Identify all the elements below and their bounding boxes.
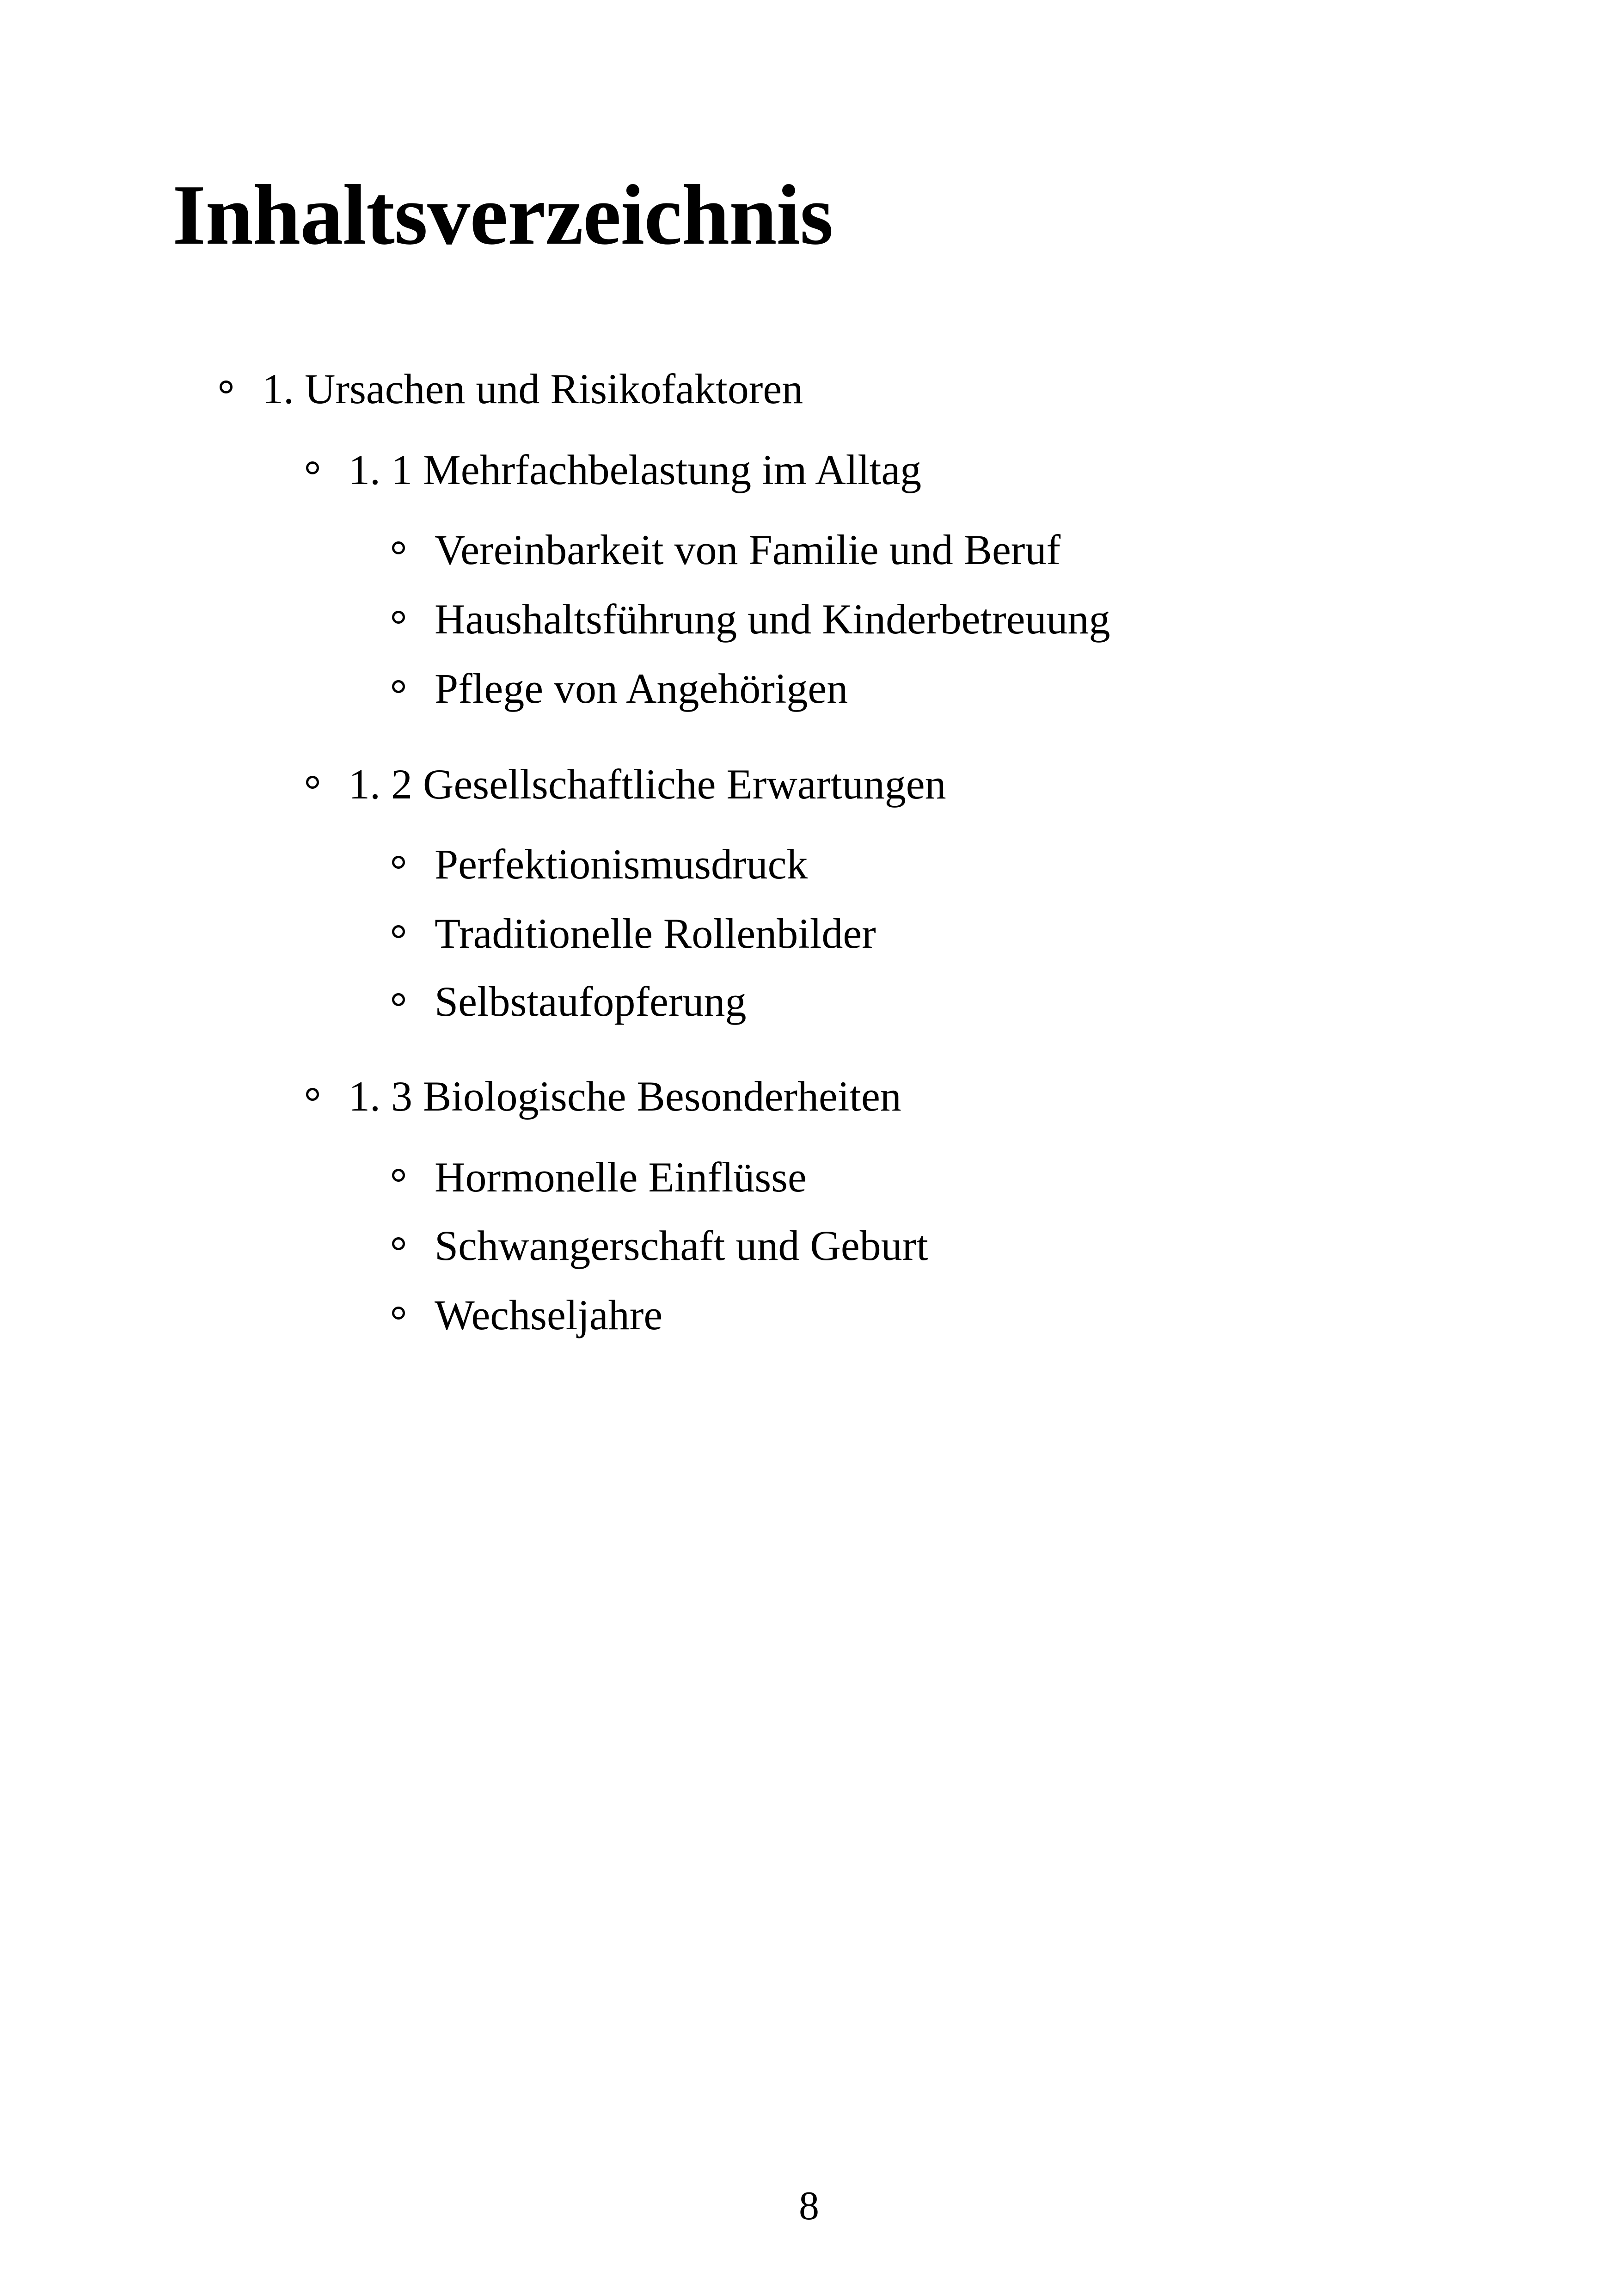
toc-item[interactable]: [392, 980, 747, 1023]
toc-item[interactable]: [392, 912, 876, 955]
toc-entry-label: Schwangerschaft und Geburt: [435, 1222, 928, 1269]
toc-entry-label: 1. 3 Biologische Besonderheiten: [349, 1073, 901, 1120]
toc-item[interactable]: [392, 528, 1060, 571]
hollow-circle-bullet-icon: [392, 1237, 405, 1250]
hollow-circle-bullet-icon: [392, 993, 405, 1006]
hollow-circle-bullet-icon: [392, 856, 405, 869]
toc-section-1-2[interactable]: [306, 761, 946, 808]
toc-entry-label: Selbstaufopferung: [435, 978, 747, 1025]
hollow-circle-bullet-icon: [392, 680, 405, 693]
hollow-circle-bullet-icon: [392, 541, 405, 554]
hollow-circle-bullet-icon: [306, 1088, 319, 1101]
hollow-circle-bullet-icon: [392, 611, 405, 624]
toc-item[interactable]: [392, 1291, 663, 1338]
hollow-circle-bullet-icon: [306, 776, 319, 789]
toc-entry-label: Hormonelle Einflüsse: [435, 1154, 807, 1201]
toc-item[interactable]: [392, 1224, 928, 1267]
hollow-circle-bullet-icon: [392, 1307, 405, 1320]
toc-entry-label: Pflege von Angehörigen: [435, 665, 848, 712]
toc-entry-label: Wechseljahre: [435, 1291, 663, 1338]
toc-item[interactable]: [392, 595, 1110, 643]
toc-entry-label: 1. Ursachen und Risikofaktoren: [262, 365, 803, 412]
toc-item[interactable]: [392, 667, 848, 710]
toc-section-1-1[interactable]: [306, 448, 921, 491]
toc-item[interactable]: [392, 841, 808, 888]
hollow-circle-bullet-icon: [392, 925, 405, 938]
toc-entry-label: Vereinbarkeit von Familie und Beruf: [435, 526, 1061, 573]
toc-chapter-1[interactable]: [220, 365, 803, 412]
hollow-circle-bullet-icon: [392, 1169, 405, 1182]
hollow-circle-bullet-icon: [220, 381, 233, 393]
page-number: 8: [799, 2184, 819, 2228]
toc-entry-label: Haushaltsführung und Kinderbetreuung: [435, 595, 1110, 643]
toc-section-1-3[interactable]: [306, 1073, 901, 1120]
toc-entry-label: 1. 1 Mehrfachbelastung im Alltag: [349, 446, 922, 493]
toc-entry-label: Traditionelle Rollenbilder: [435, 910, 876, 957]
page-title: Inhaltsverzeichnis: [172, 167, 833, 263]
toc-item[interactable]: [392, 1154, 807, 1201]
toc-entry-label: Perfektionismusdruck: [435, 841, 808, 888]
toc-entry-label: 1. 2 Gesellschaftliche Erwartungen: [349, 761, 946, 808]
hollow-circle-bullet-icon: [306, 461, 319, 474]
